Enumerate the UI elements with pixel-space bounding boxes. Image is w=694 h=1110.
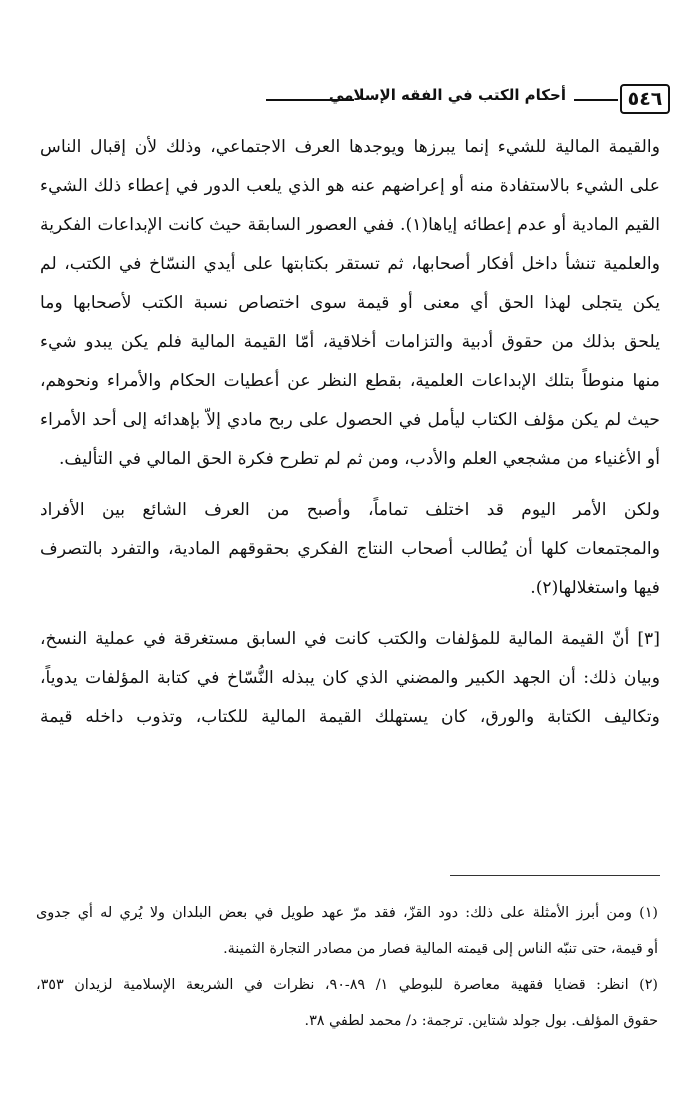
text-line: يلحق بذلك من حقوق أدبية والتزامات أخلاقية، أمّا القيمة المالية فلم يكن يبدو شيء <box>40 332 660 352</box>
text-line: منها منوطاً بتلك الإبداعات العلمية، بقطع النظر عن أعطيات الحكام والأمراء ونحوهم، <box>40 371 660 391</box>
text-line: أو الأغنياء من مشجعي العلم والأدب، ومن ثم لم تطرح فكرة الحق المالي في التأليف. <box>58 449 660 469</box>
footnote-line: (٢) انظر: قضايا فقهية معاصرة للبوطي ١/ ٨٩-٩٠، نظرات في الشريعة الإسلامية لزيدان ٣٥٣، <box>36 977 658 993</box>
text-line: فيها واستغلالها(٢). <box>530 578 660 598</box>
text-line: وتكاليف الكتابة والورق، كان يستهلك القيمة المالية للكتاب، وتذوب داخله قيمة <box>40 707 660 727</box>
main-text <box>40 128 660 737</box>
footnote-separator <box>450 875 660 876</box>
text-line: والمجتمعات كلها أن يُطالب أصحاب النتاج الفكري بحقوقهم المادية، والتفرد بالتصرف <box>40 539 660 559</box>
text-line: القيم المادية أو عدم إعطائه إياها(١). ففي العصور السابقة حيث كانت الإبداعات الفكرية <box>40 215 660 235</box>
footnotes <box>36 895 658 1039</box>
header-rule-left <box>266 99 354 101</box>
footnote-line: حقوق المؤلف. بول جولد شتاين. ترجمة: د/ محمد لطفي ٣٨. <box>304 1013 658 1029</box>
text-line: والعلمية تنشأ داخل أفكار أصحابها، ثم تستقر بكتابتها على أيدي النسّاخ في الكتب، لم <box>40 254 660 274</box>
text-line: على الشيء بالاستفادة منه أو إعراضهم عنه هو الذي يلعب الدور في إعطاء ذلك الشيء <box>40 176 660 196</box>
text-line: يكن يتجلى لهذا الحق أي معنى أو قيمة سوى اختصاص نسبة الكتب لأصحابها وما <box>40 293 660 313</box>
running-header <box>24 78 670 118</box>
paragraph-gap <box>40 479 660 491</box>
paragraph-2 <box>40 491 660 608</box>
header-rule-right <box>574 99 618 101</box>
footnote-line: (١) ومن أبرز الأمثلة على ذلك: دود القزّ، فقد مرّ عهد طويل في بعض البلدان ولا يُري له أي جدوى <box>36 905 658 921</box>
footnote-line: أو قيمة، حتى تنبّه الناس إلى قيمته المالية فصار من مصادر التجارة الثمينة. <box>223 941 658 957</box>
text-line: وبيان ذلك: أن الجهد الكبير والمضني الذي كان يبذله النُّسّاخ في كتابة المؤلفات يدوياً، <box>40 668 660 688</box>
text-line: حيث لم يكن مؤلف الكتاب ليأمل في الحصول على ربح مادي إلاّ بإهدائه إلى أحد الأمراء <box>40 410 660 430</box>
footnote-2 <box>36 967 658 1039</box>
paragraph-3 <box>40 620 660 737</box>
text-line: والقيمة المالية للشيء إنما يبرزها ويوجدها العرف الاجتماعي، وذلك لأن إقبال الناس <box>40 137 660 157</box>
text-line: ولكن الأمر اليوم قد اختلف تماماً، وأصبح من العرف الشائع بين الأفراد <box>40 500 660 520</box>
paragraph-1 <box>40 128 660 479</box>
page-number: ٥٤٦ <box>620 84 670 114</box>
text-line: [٣] أنّ القيمة المالية للمؤلفات والكتب كانت في السابق مستغرقة في عملية النسخ، <box>40 629 660 649</box>
book-title: أحكام الكتب في الفقه الإسلامي <box>328 86 566 104</box>
footnote-1 <box>36 895 658 967</box>
paragraph-gap <box>40 608 660 620</box>
